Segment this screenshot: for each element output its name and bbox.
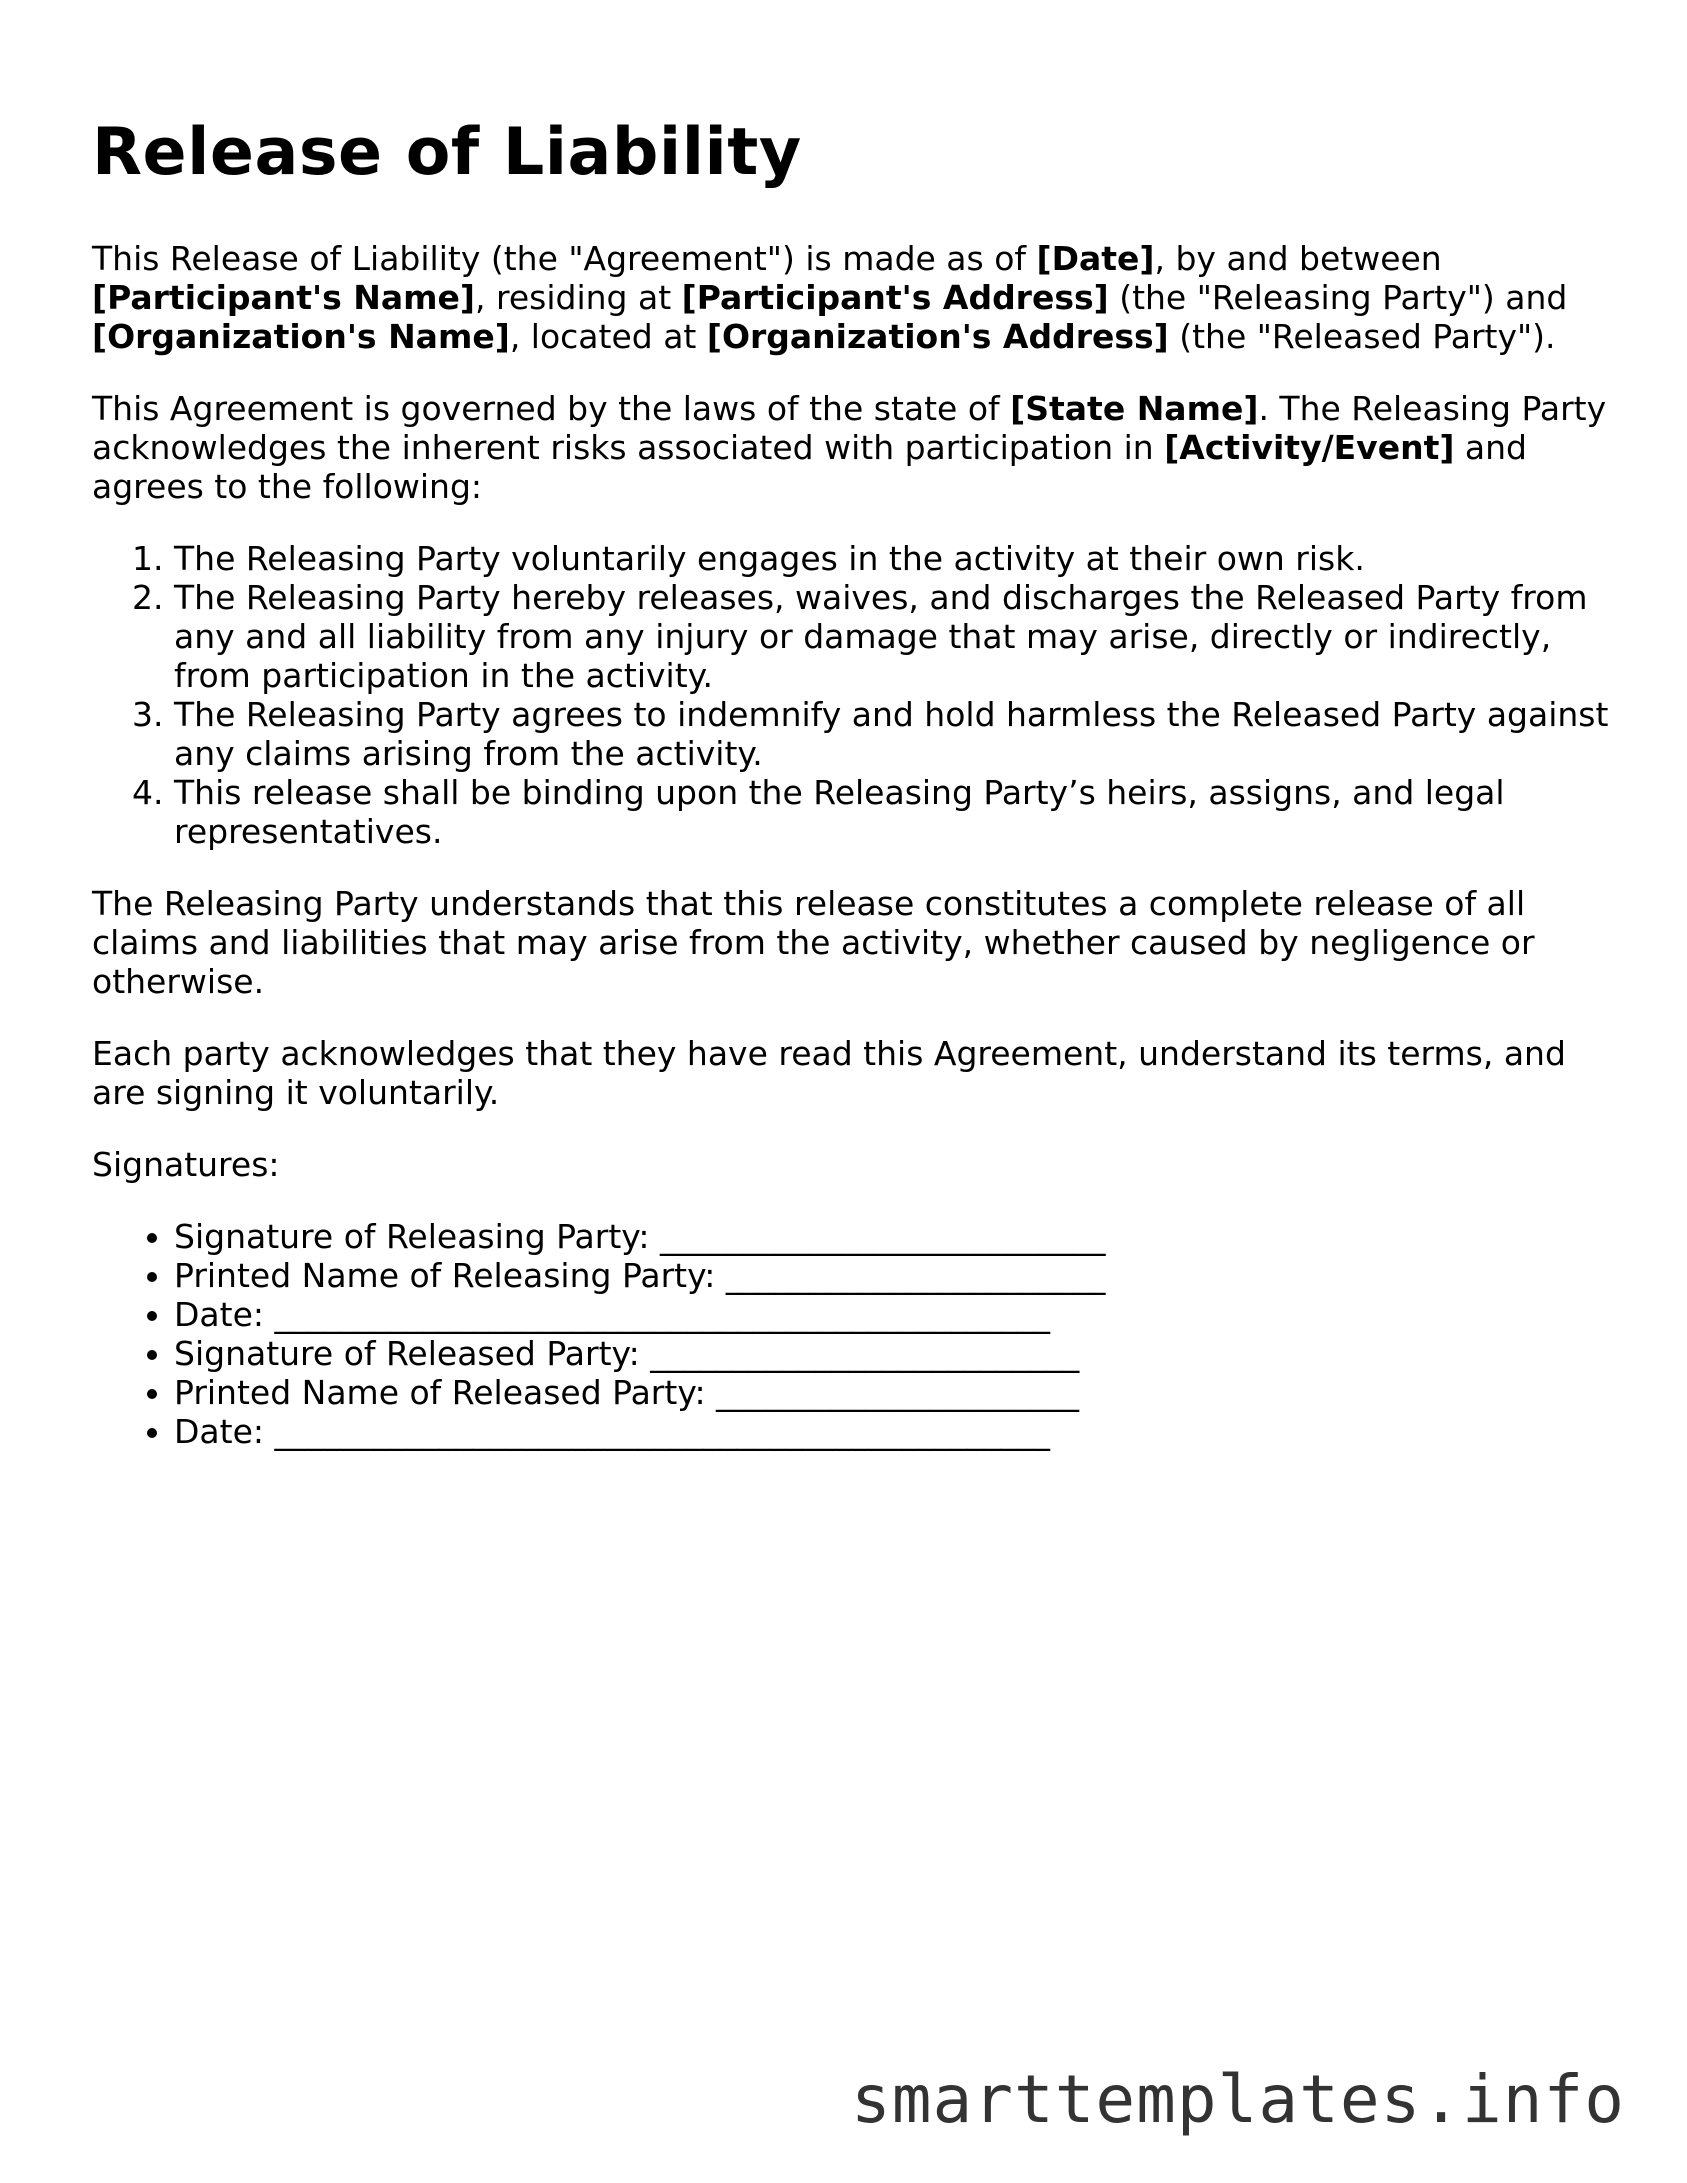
- signature-list: [92, 1217, 1612, 1451]
- intro-text: , located at: [509, 317, 707, 356]
- participant-address-placeholder: [Participant's Address]: [681, 278, 1109, 317]
- governing-text: and agrees to the following:: [92, 428, 1527, 506]
- organization-address-placeholder: [Organization's Address]: [706, 317, 1169, 356]
- document-page: [92, 112, 1612, 1484]
- organization-name-placeholder: [Organization's Name]: [92, 317, 510, 356]
- intro-text: This Release of Liability (the "Agreement") is made as of: [92, 239, 1037, 278]
- term-item: 2. The Releasing Party hereby releases, waives, and discharges the Released Party from any and all liability from any injury or damage that may arise, directly or indirectly, from participation in the activity.: [174, 578, 1612, 695]
- understanding-paragraph: The Releasing Party understands that this release constitutes a complete release of all claims and liabilities that may arise from the activity, whether caused by negligence or otherwise.: [92, 884, 1535, 1001]
- governing-text: This Agreement is governed by the laws of the state of: [92, 389, 1011, 428]
- state-name-placeholder: [State Name]: [1010, 389, 1259, 428]
- acknowledgment-paragraph: Each party acknowledges that they have read this Agreement, understand its terms, and are signing it voluntarily.: [92, 1034, 1566, 1112]
- governing-paragraph: [92, 389, 1612, 506]
- term-item: 4. This release shall be binding upon the Releasing Party’s heirs, assigns, and legal representatives.: [174, 773, 1612, 851]
- intro-text: , residing at: [475, 278, 682, 317]
- signature-line-releasing-date: • Date: _______________________________________________: [174, 1295, 1612, 1334]
- signatures-heading: Signatures:: [92, 1145, 280, 1184]
- term-item: 3. The Releasing Party agrees to indemnify and hold harmless the Released Party against any claims arising from the activity.: [174, 695, 1612, 773]
- intro-paragraph: [92, 239, 1612, 356]
- participant-name-placeholder: [Participant's Name]: [92, 278, 476, 317]
- intro-text: , by and between: [1154, 239, 1442, 278]
- activity-placeholder: [Activity/Event]: [1164, 428, 1455, 467]
- date-placeholder: [Date]: [1036, 239, 1155, 278]
- intro-text: (the "Releasing Party") and: [1108, 278, 1568, 317]
- intro-text: (the "Released Party").: [1168, 317, 1556, 356]
- signature-line-released-signature: • Signature of Released Party: __________________________: [174, 1334, 1612, 1373]
- term-item: 1. The Releasing Party voluntarily engages in the activity at their own risk.: [174, 539, 1612, 578]
- signature-line-released-printed-name: • Printed Name of Released Party: ______________________: [174, 1373, 1612, 1412]
- signature-line-releasing-printed-name: • Printed Name of Releasing Party: _______________________: [174, 1256, 1612, 1295]
- signature-line-released-date: • Date: _______________________________________________: [174, 1412, 1612, 1451]
- governing-text: . The Releasing Party acknowledges the inherent risks associated with participation in: [92, 389, 1607, 467]
- terms-list: [92, 539, 1612, 851]
- signature-line-releasing-signature: • Signature of Releasing Party: ___________________________: [174, 1217, 1612, 1256]
- watermark: smarttemplates.info: [851, 2061, 1625, 2138]
- document-title: Release of Liability: [92, 115, 802, 190]
